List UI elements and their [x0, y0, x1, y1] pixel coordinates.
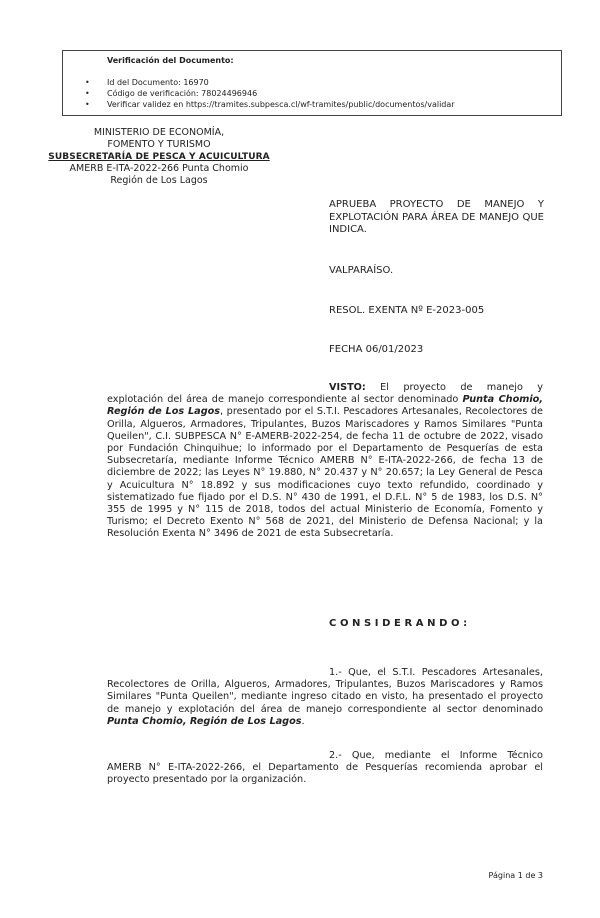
visto-sector: Punta Chomio, Región de Los Lagos: [107, 394, 543, 418]
resolution-number: RESOL. EXENTA Nº E-2023-005: [329, 305, 485, 316]
c1-text-1: 1.- Que, el S.T.I. Pescadores Artesanales, Recolectores de Orilla, Algueros, Armadores, Tripulantes, Buzos Mariscadores y Ramos Similares "Punta Queilen", mediante ingreso citado en visto, ha presentado el proyecto de manejo y explotación del área de manejo correspondiente al sector denominado: [107, 667, 543, 715]
visto-label: VISTO:: [329, 382, 366, 393]
verification-list: [85, 77, 555, 110]
resolution-date: FECHA 06/01/2023: [329, 344, 424, 355]
subsecretaria-line: SUBSECRETARÍA DE PESCA Y ACUICULTURA: [48, 152, 270, 162]
verification-item-id: • Id del Documento: 16970: [85, 77, 555, 88]
resolution-title: APRUEBA PROYECTO DE MANEJO Y EXPLOTACIÓN PARA ÁREA DE MANEJO QUE INDICA.: [329, 199, 544, 235]
ministry-line-1: MINISTERIO DE ECONOMÍA,: [93, 127, 225, 138]
visto-text-2: , presentado por el S.T.I. Pescadores Artesanales, Recolectores de Orilla, Algueros, Armadores, Tripulantes, Buzos Mariscadores y Ramos Similares "Punta Queilen", C.I. SUBPESCA N° E-AMERB-2022-254, de fecha 11 de octubre de 2022, visado por Fundación Chinquihue; lo informado por el Departamento de Pesquerías de esta Subsecretaría, mediante Informe Técnico AMERB N° E-ITA-2022-266, de fecha 13 de diciembre de 2022; las Leyes N° 19.880, N° 20.437 y N° 20.657; la Ley General de Pesca y Acuicultura N° 18.892 y sus modificaciones cuyo texto refundido, coordinado y sistematizado fue fijado por el D.S. N° 430 de 1991, el D.F.L. N° 5 de 1983, los D.S. N° 355 de 1995 y N° 115 de 2018, todos del actual Ministerio de Economía, Fomento y Turismo; el Decreto Exento N° 568 de 2021, del Ministerio de Defensa Nacional; y la Resolución Exenta N° 3496 de 2021 de esta Subsecretaría.: [107, 406, 543, 540]
ministry-header: [34, 127, 284, 187]
c1-text-2: .: [301, 715, 305, 727]
city: VALPARAÍSO.: [329, 265, 394, 276]
visto-paragraph: [107, 382, 543, 541]
verification-title: Verificación del Documento:: [107, 56, 234, 65]
verification-item-url[interactable]: • Verificar validez en https://tramites.subpesca.cl/wf-tramites/public/documentos/validar: [85, 99, 555, 110]
verification-box: [62, 50, 562, 116]
c2-text: 2.- Que, mediante el Informe Técnico AMERB N° E-ITA-2022-266, el Departamento de Pesquerías recomienda aprobar el proyecto presentado por la organización.: [107, 750, 543, 786]
visto-text-1: El proyecto de manejo y explotación del área de manejo correspondiente al sector denominado: [107, 382, 543, 406]
considerando-heading: CONSIDERANDO:: [329, 618, 471, 629]
considerando-2: [107, 750, 543, 787]
c1-sector: Punta Chomio, Región de Los Lagos: [107, 715, 302, 727]
verification-item-code: • Código de verificación: 78024496946: [85, 88, 555, 99]
considerando-1: [107, 667, 543, 728]
region-line: Región de Los Lagos: [110, 175, 208, 186]
amerb-line: AMERB E-ITA-2022-266 Punta Chomio: [69, 163, 249, 174]
page-number: Página 1 de 3: [488, 871, 543, 880]
ministry-line-2: FOMENTO Y TURISMO: [107, 139, 211, 150]
